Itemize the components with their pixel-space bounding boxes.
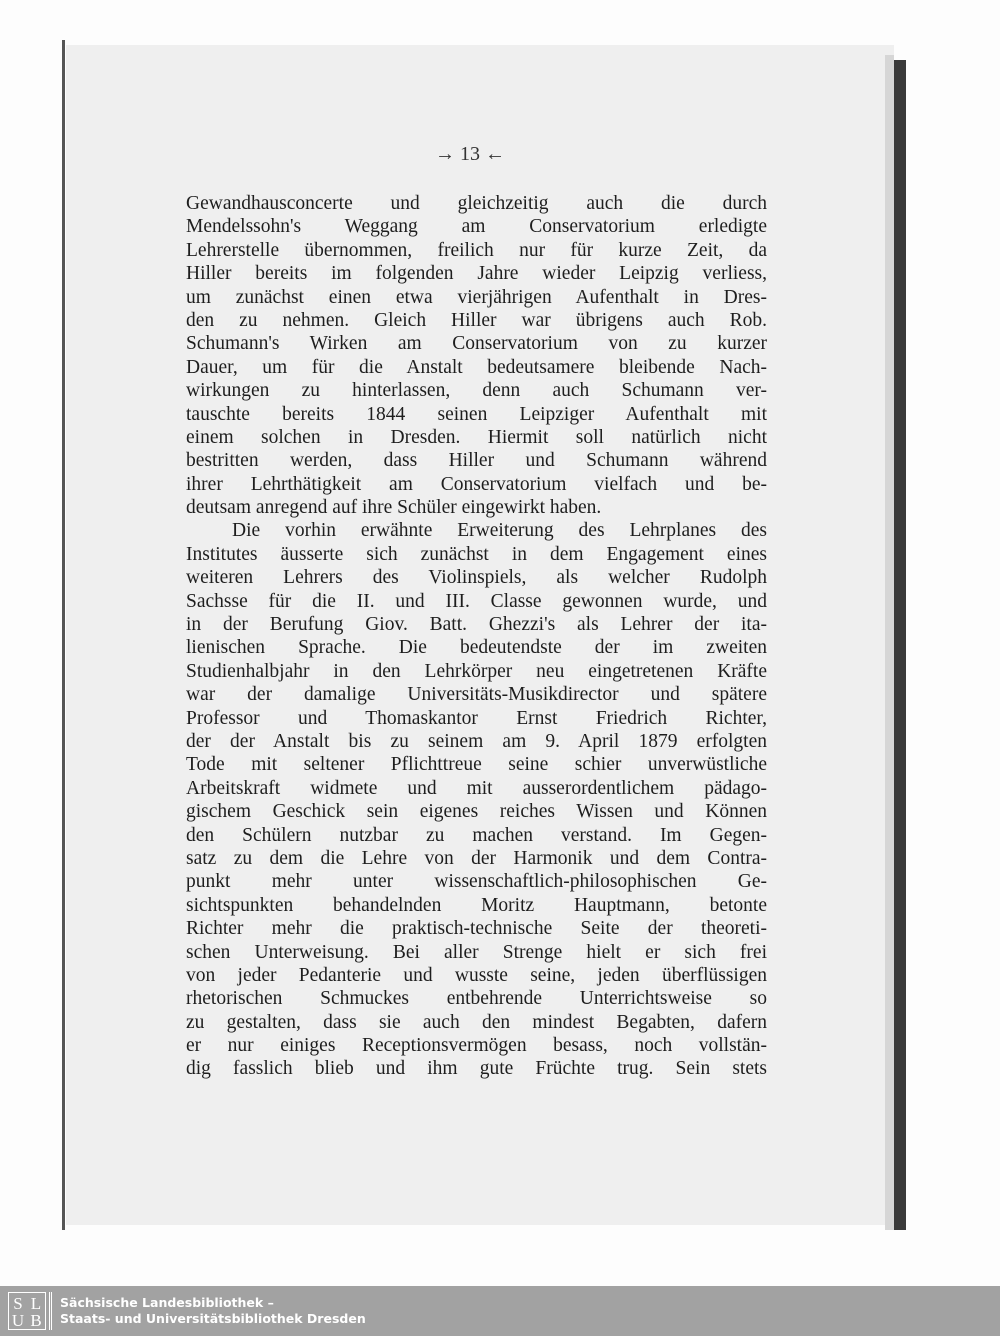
text-line: einem solchen in Dresden. Hiermit soll natürlich nicht — [186, 426, 767, 448]
page-number: → 13 ← — [435, 143, 505, 165]
text-line: rhetorischen Schmuckes entbehrende Unterrichtsweise so — [186, 988, 767, 1010]
text-line: Studienhalbjahr in den Lehrkörper neu eingetretenen Kräfte — [186, 660, 767, 682]
text-line: bestritten werden, dass Hiller und Schumann während — [186, 450, 767, 472]
text-line: weiteren Lehrers des Violinspiels, als welcher Rudolph — [186, 567, 767, 589]
text-line: Schumann's Wirken am Conservatorium von zu kurzer — [186, 333, 767, 355]
library-name-line2: Staats- und Universitätsbibliothek Dresden — [60, 1311, 366, 1326]
book-cover-edge — [894, 60, 906, 1230]
paragraph — [186, 519, 767, 1080]
text-line: ihrer Lehrthätigkeit am Conservatorium vielfach und be- — [186, 473, 767, 495]
text-line: lienischen Sprache. Die bedeutendste der im zweiten — [186, 637, 767, 659]
text-line: sichtspunkten behandelnden Moritz Hauptmann, betonte — [186, 894, 767, 916]
logo-divider — [49, 1292, 52, 1330]
text-line: dig fasslich blieb und ihm gute Früchte trug. Sein stets — [186, 1058, 767, 1080]
text-line: um zunächst einen etwa vierjährigen Aufenthalt in Dres- — [186, 286, 767, 308]
text-line: Lehrerstelle übernommen, freilich nur für kurze Zeit, da — [186, 239, 767, 261]
text-line: den Schülern nutzbar zu machen verstand. Im Gegen- — [186, 824, 767, 846]
text-line: Hiller bereits im folgenden Jahre wieder Leipzig verliess, — [186, 263, 767, 285]
text-line: Dauer, um für die Anstalt bedeutsamere bleibende Nach- — [186, 356, 767, 378]
library-name-line1: Sächsische Landesbibliothek – — [60, 1295, 274, 1310]
text-line: war der damalige Universitäts-Musikdirector und spätere — [186, 684, 767, 706]
logo-letter: B — [30, 1311, 42, 1330]
slub-logo — [8, 1292, 46, 1330]
logo-letter: U — [11, 1311, 25, 1330]
text-line: Mendelssohn's Weggang am Conservatorium erledigte — [186, 216, 767, 238]
text-line: punkt mehr unter wissenschaftlich-philosophischen Ge- — [186, 871, 767, 893]
text-line: Tode mit seltener Pflichttreue seine schier unverwüstliche — [186, 754, 767, 776]
text-line: tauschte bereits 1844 seinen Leipziger Aufenthalt mit — [186, 403, 767, 425]
text-line: deutsam anregend auf ihre Schüler eingewirkt haben. — [186, 497, 602, 519]
text-line: Professor und Thomaskantor Ernst Friedrich Richter, — [186, 707, 767, 729]
text-line: Gewandhausconcerte und gleichzeitig auch die durch — [186, 193, 767, 214]
text-line: wirkungen zu hinterlassen, denn auch Schumann ver- — [186, 380, 767, 402]
text-line: der der Anstalt bis zu seinem am 9. April 1879 erfolgten — [186, 730, 767, 752]
text-line: Institutes äusserte sich zunächst in dem Engagement eines — [186, 543, 767, 565]
text-line: Arbeitskraft widmete und mit ausserordentlichem pädago- — [186, 777, 767, 799]
text-line: gischem Geschick sein eigenes reiches Wissen und Können — [186, 801, 767, 823]
page-edge — [885, 55, 894, 1230]
footer-bar — [0, 1286, 1000, 1336]
text-line: Die vorhin erwähnte Erweiterung des Lehrplanes des — [232, 520, 767, 542]
library-name — [60, 1295, 366, 1327]
logo-letter: S — [13, 1294, 23, 1313]
body-text — [186, 192, 767, 1081]
text-line: den zu nehmen. Gleich Hiller war übrigens auch Rob. — [186, 309, 767, 331]
paragraph — [186, 192, 767, 519]
page-fold — [62, 40, 65, 1230]
logo-letter: L — [30, 1294, 42, 1313]
text-line: er nur einiges Receptionsvermögen besass, noch vollstän- — [186, 1035, 767, 1057]
text-line: zu gestalten, dass sie auch den mindest Begabten, dafern — [186, 1011, 767, 1033]
text-line: von jeder Pedanterie und wusste seine, jeden überflüssigen — [186, 964, 767, 986]
text-line: schen Unterweisung. Bei aller Strenge hielt er sich frei — [186, 941, 767, 963]
text-line: Richter mehr die praktisch-technische Seite der theoreti- — [186, 918, 767, 940]
text-line: Sachsse für die II. und III. Classe gewonnen wurde, und — [186, 590, 767, 612]
text-line: in der Berufung Giov. Batt. Ghezzi's als Lehrer der ita- — [186, 614, 767, 636]
text-line: satz zu dem die Lehre von der Harmonik und dem Contra- — [186, 847, 767, 869]
